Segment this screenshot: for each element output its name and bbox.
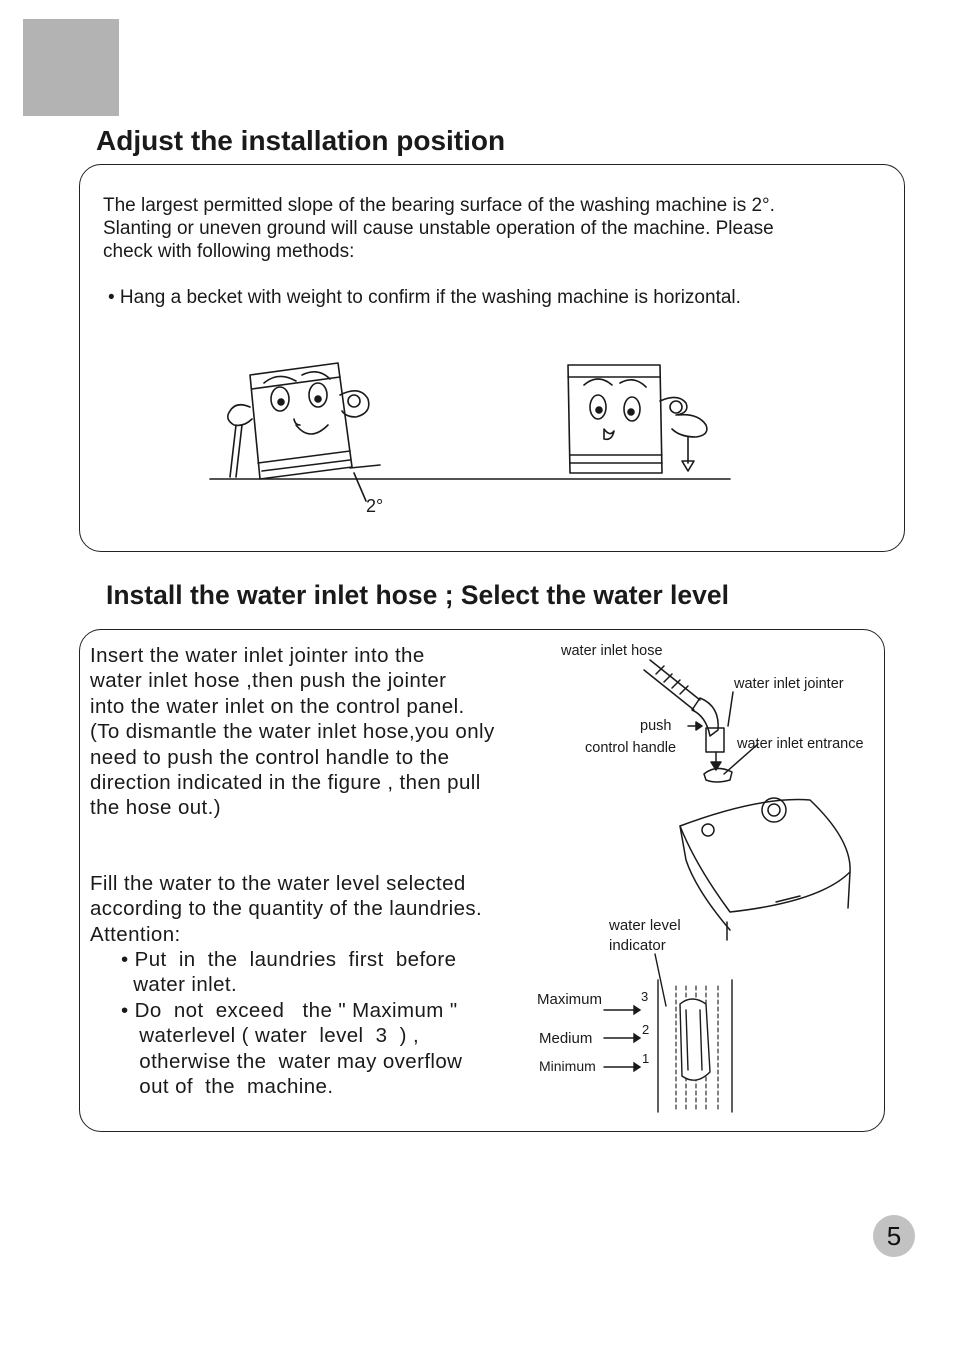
label-water-level-indicator: water level [609,917,681,934]
label-level-1: 1 [642,1051,650,1066]
attention-line: out of the machine. [121,1075,334,1099]
attention-line: otherwise the water may overflow [121,1049,463,1073]
hose-instructions-line: direction indicated in the figure , then pull [90,771,481,795]
attention-line: • Do not exceed the " Maximum " [121,999,458,1022]
label-water-level-indicator: indicator [609,937,666,954]
hose-instructions-line: Insert the water inlet jointer into the [90,644,425,667]
section-title-installation-position: Adjust the installation position [96,125,506,156]
slope-angle-label: 2° [366,496,384,516]
label-level-2: 2 [642,1022,650,1037]
slope-check-illustration [200,355,740,525]
fill-instructions-line: according to the quantity of the laundries. [90,897,483,921]
fill-instructions-line: Attention: [90,922,181,946]
label-water-inlet-jointer: water inlet jointer [734,676,844,692]
label-control-handle: control handle [585,740,677,756]
becket-bullet: • Hang a becket with weight to confirm if the washing machine is horizontal. [108,287,741,308]
slope-paragraph-line: Slanting or uneven ground will cause unstable operation of the machine. Please [103,218,774,239]
attention-line: • Put in the laundries first before [121,948,457,971]
hose-instructions-line: water inlet hose ,then push the jointer [90,669,447,693]
corner-block [23,19,119,116]
label-level-3: 3 [641,989,649,1004]
label-water-inlet-hose: water inlet hose [561,643,663,659]
hose-instructions-line: into the water inlet on the control panel. [90,694,465,718]
label-water-inlet-entrance: water inlet entrance [737,736,864,752]
label-medium: Medium [539,1030,593,1047]
fill-instructions [90,871,482,947]
hose-instructions-line: the hose out.) [90,796,221,820]
hose-instructions [90,643,495,821]
label-maximum: Maximum [537,991,603,1008]
label-push: push [640,718,672,734]
label-minimum: Minimum [539,1058,596,1074]
slope-paragraph [103,194,775,263]
attention-bullet-laundry-first [121,947,456,998]
fill-instructions-line: Fill the water to the water level selected [90,872,466,895]
attention-line: water inlet. [121,973,238,997]
attention-bullet-maximum-level [121,998,462,1100]
water-level-indicator-illustration [600,950,760,1120]
hose-instructions-line: need to push the control handle to the [90,745,450,769]
slope-paragraph-line: The largest permitted slope of the bearing surface of the washing machine is 2°. [103,195,775,216]
page-number: 5 [873,1215,915,1257]
attention-line: waterlevel ( water level 3 ) , [121,1024,420,1048]
section-title-water-inlet: Install the water inlet hose ; Select the water level [106,580,729,610]
hose-instructions-line: (To dismantle the water inlet hose,you only [90,720,495,744]
slope-paragraph-line: check with following methods: [103,241,355,262]
